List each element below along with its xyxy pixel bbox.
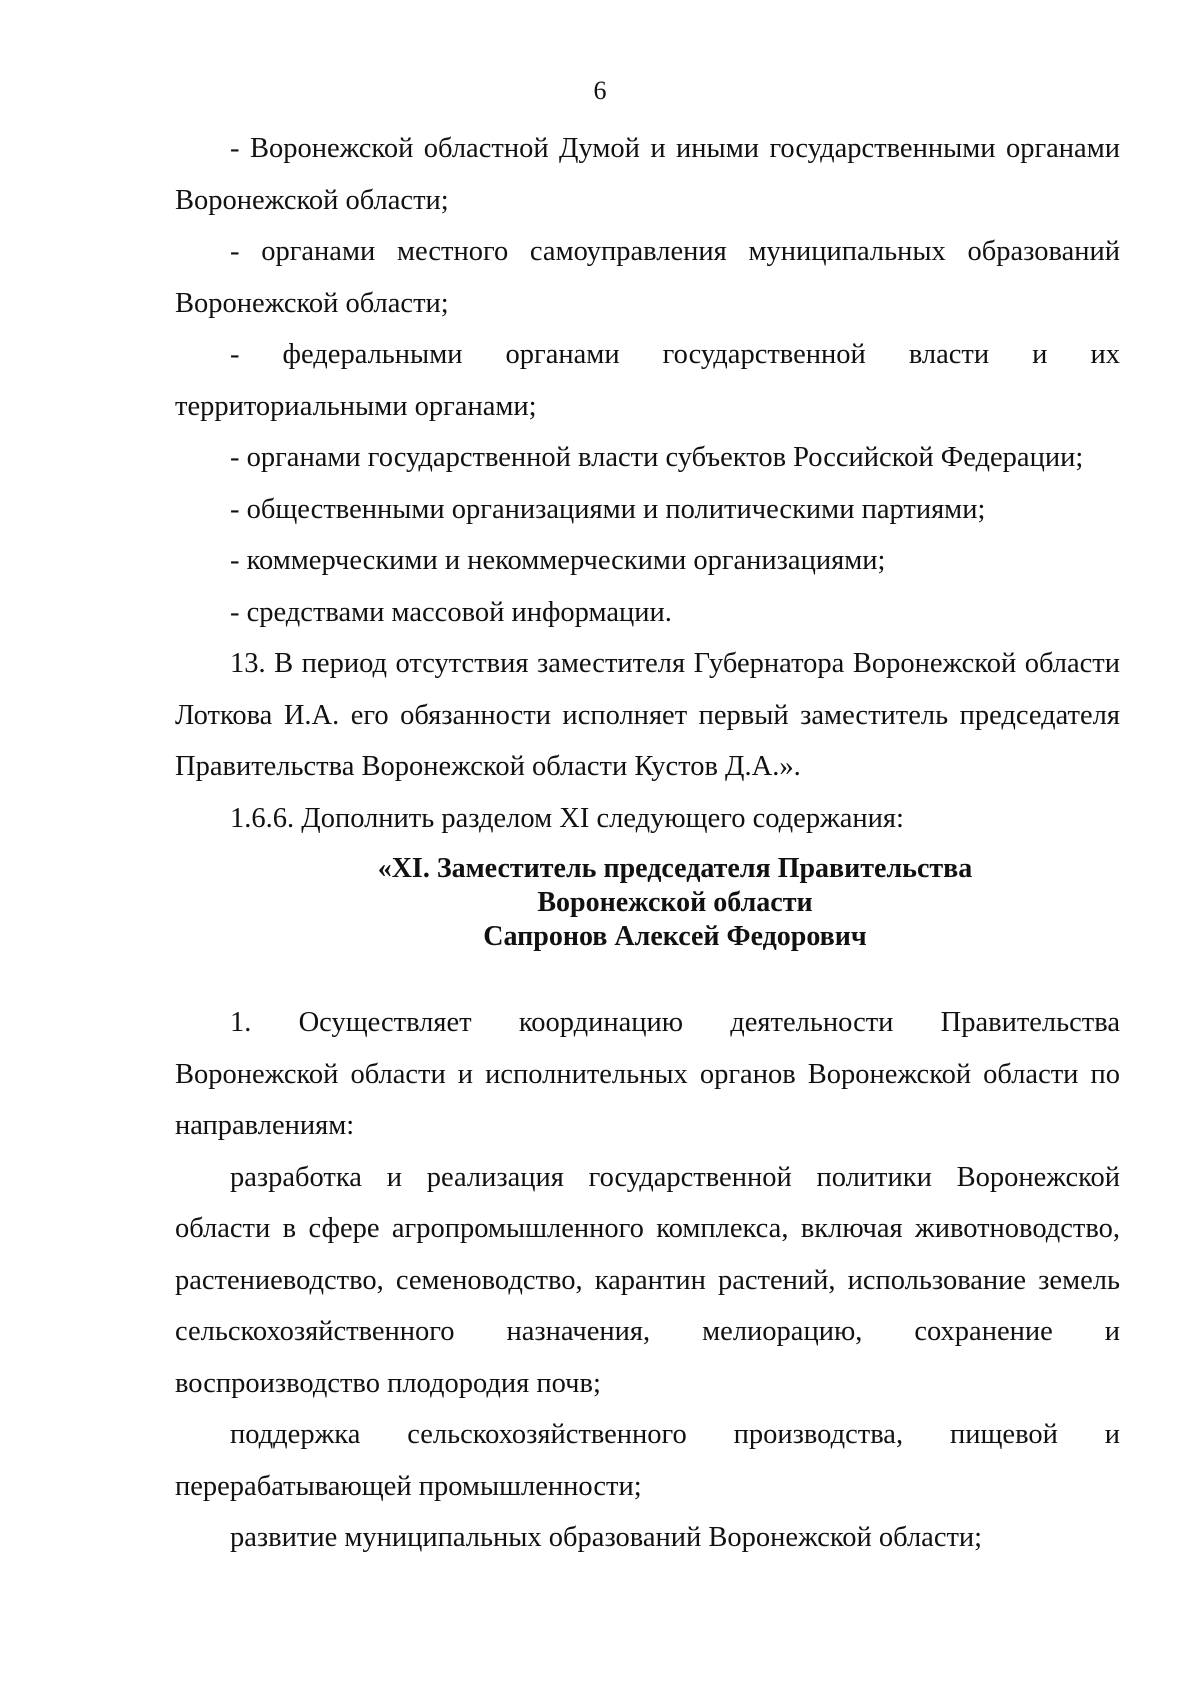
paragraph: развитие муниципальных образований Воронежской области; xyxy=(230,1522,983,1553)
paragraph: поддержка сельскохозяйственного производства, пищевой и перерабатывающей промышленности; xyxy=(175,1419,1120,1502)
heading-line: Воронежской области xyxy=(537,887,813,918)
paragraph: - органами местного самоуправления муниципальных образований Воронежской области; xyxy=(175,236,1120,319)
section-heading xyxy=(175,852,1120,954)
paragraph: - средствами массовой информации. xyxy=(230,596,672,628)
paragraph: - Воронежской областной Думой и иными государственными органами Воронежской области; xyxy=(175,133,1120,216)
page-number: 6 xyxy=(593,76,607,105)
paragraph: 1.6.6. Дополнить разделом XI следующего содержания: xyxy=(230,802,904,834)
paragraph: 13. В период отсутствия заместителя Губернатора Воронежской области Лоткова И.А. его обязанности исполняет первый заместитель председателя Правительства Воронежской области Кустов Д.А.». xyxy=(175,648,1120,782)
document-body xyxy=(175,123,1120,1564)
paragraph: разработка и реализация государственной политики Воронежской области в сфере агропромышленного комплекса, включая животноводство, растениеводство, семеноводство, карантин растений, использование земель сельскохозяйственного назначения, мелиорацию, сохранение и воспроизводство плодородия почв; xyxy=(175,1161,1120,1399)
paragraph: - коммерческими и некоммерческими организациями; xyxy=(230,545,886,576)
paragraph: - органами государственной власти субъектов Российской Федерации; xyxy=(230,442,1084,473)
paragraph: 1. Осуществляет координацию деятельности Правительства Воронежской области и исполнительных органов Воронежской области по направлениям: xyxy=(175,1007,1120,1141)
paragraph: - общественными организациями и политическими партиями; xyxy=(230,493,986,525)
paragraph: - федеральными органами государственной власти и их территориальными органами; xyxy=(175,339,1120,422)
heading-line: Сапронов Алексей Федорович xyxy=(483,921,867,952)
heading-line: «XI. Заместитель председателя Правительства xyxy=(377,853,973,884)
